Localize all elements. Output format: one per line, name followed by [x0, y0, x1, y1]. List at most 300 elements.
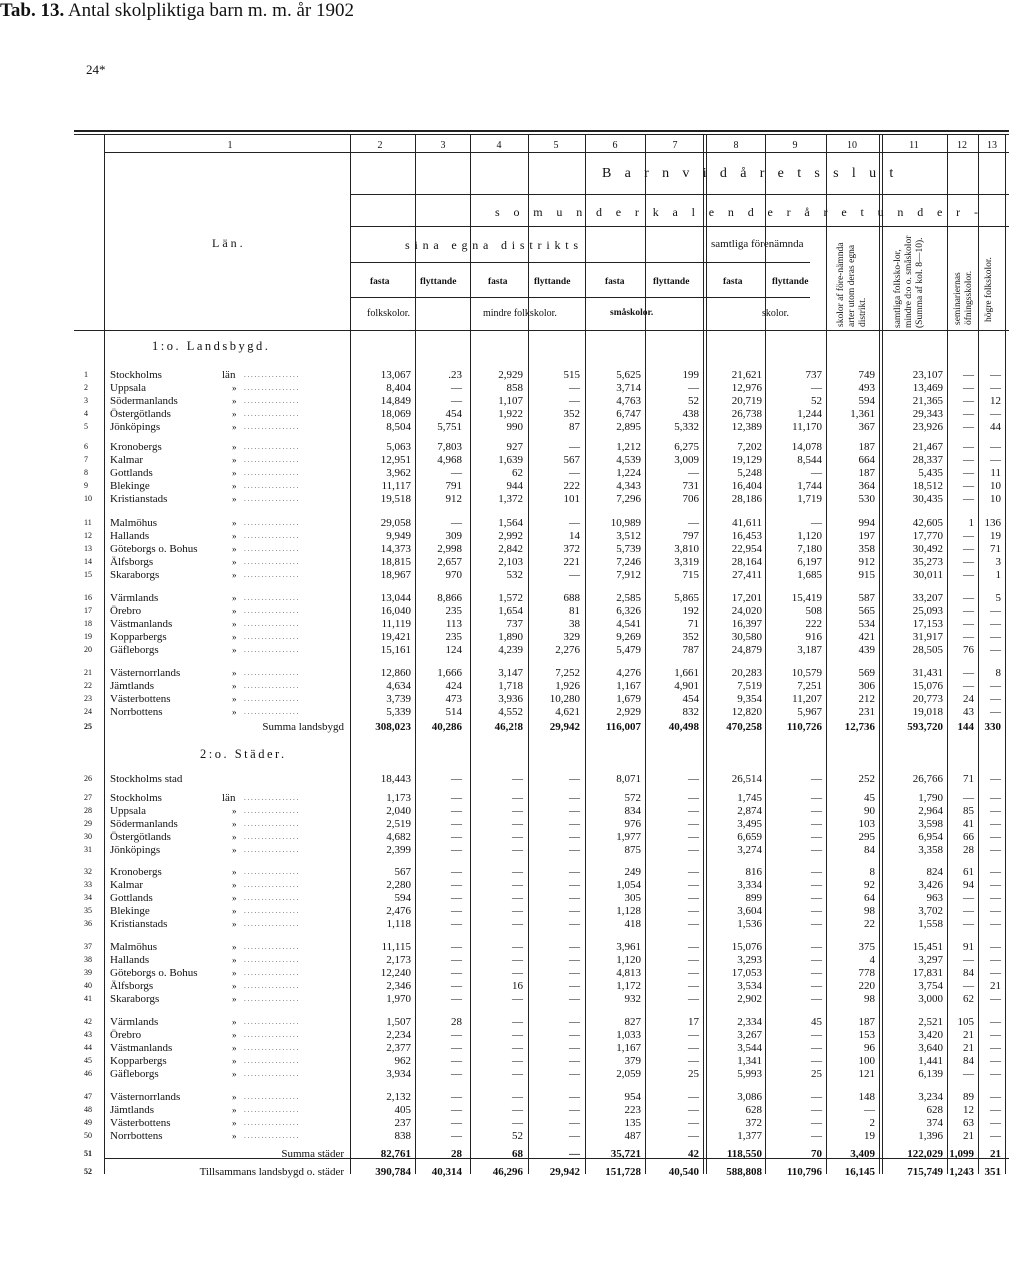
table-cell: 26,514 — [731, 773, 762, 785]
table-cell: 113 — [445, 618, 462, 630]
table-cell: — — [512, 1016, 523, 1028]
table-cell: — — [688, 1042, 699, 1054]
header-skolor: skolor. — [762, 308, 789, 319]
table-cell: — — [990, 1016, 1001, 1028]
table-row — [0, 454, 1024, 466]
table-cell: 21 — [990, 980, 1001, 992]
row-label: Örebro — [110, 605, 142, 617]
row-label: Västerbottens — [110, 693, 171, 705]
table-cell: 390,784 — [375, 1166, 411, 1178]
table-cell: 572 — [624, 792, 641, 804]
table-cell: 1,507 — [386, 1016, 411, 1028]
table-cell: 237 — [394, 1117, 411, 1129]
table-row — [0, 905, 1024, 917]
table-cell: — — [963, 892, 974, 904]
leader-dots: . . . . . . . . . . . . . . . . — [244, 794, 299, 802]
table-cell: — — [963, 954, 974, 966]
row-label: Hallands — [110, 954, 150, 966]
table-cell: — — [688, 1055, 699, 1067]
table-cell: 18,443 — [380, 773, 411, 785]
table-cell: 329 — [563, 631, 580, 643]
table-cell: 29,058 — [380, 517, 411, 529]
table-cell: 16 — [512, 980, 523, 992]
table-cell: 17,770 — [912, 530, 943, 542]
table-cell: 1,118 — [386, 918, 411, 930]
table-cell: 308,023 — [375, 721, 411, 733]
table-cell: 1,977 — [616, 831, 641, 843]
table-cell: 664 — [858, 454, 875, 466]
table-cell: 42,605 — [912, 517, 943, 529]
leader-dots: . . . . . . . . . . . . . . . . — [244, 397, 299, 405]
row-suffix: » — [232, 1017, 237, 1027]
header-mindre-folkskolor: mindre folkskolor. — [483, 308, 557, 319]
table-cell: 44 — [990, 421, 1001, 433]
table-cell: 916 — [805, 631, 822, 643]
table-cell: 62 — [512, 467, 523, 479]
table-cell: 473 — [445, 693, 462, 705]
table-cell: 3,293 — [737, 954, 762, 966]
table-cell: 827 — [624, 1016, 641, 1028]
row-number: 16 — [84, 593, 92, 602]
row-suffix: » — [232, 396, 237, 406]
table-cell: 122,029 — [907, 1148, 943, 1160]
table-cell: — — [963, 556, 974, 568]
header-flyttande: flyttande — [420, 277, 457, 287]
row-label: Gäfleborgs — [110, 644, 159, 656]
row-label: Västernorrlands — [110, 1091, 181, 1103]
row-number: 6 — [84, 442, 88, 451]
table-cell: 21 — [963, 1042, 974, 1054]
table-cell: 2,929 — [616, 706, 641, 718]
table-cell: 352 — [563, 408, 580, 420]
table-cell: — — [963, 408, 974, 420]
table-cell: 25,093 — [912, 605, 943, 617]
row-suffix: » — [232, 645, 237, 655]
table-cell: 6,326 — [616, 605, 641, 617]
table-cell: — — [688, 1130, 699, 1142]
table-cell: 17,831 — [912, 967, 943, 979]
table-cell: — — [451, 831, 462, 843]
row-number: 42 — [84, 1017, 92, 1026]
table-cell: 2,998 — [437, 543, 462, 555]
table-cell: 1,744 — [797, 480, 822, 492]
table-cell: — — [990, 818, 1001, 830]
row-number: 33 — [84, 880, 92, 889]
table-cell: 1,719 — [797, 493, 822, 505]
table-cell: 6,139 — [918, 1068, 943, 1080]
row-number: 20 — [84, 645, 92, 654]
table-cell: 715,749 — [907, 1166, 943, 1178]
table-row — [0, 831, 1024, 843]
table-cell: 46,296 — [492, 1166, 523, 1178]
table-cell: 3,274 — [737, 844, 762, 856]
table-cell: 2,399 — [386, 844, 411, 856]
table-cell: — — [451, 980, 462, 992]
table-cell: 40,314 — [431, 1166, 462, 1178]
table-cell: — — [451, 1117, 462, 1129]
table-cell: — — [811, 892, 822, 904]
table-cell: 1,536 — [737, 918, 762, 930]
table-row — [0, 421, 1024, 433]
table-cell: 7,202 — [737, 441, 762, 453]
table-cell: 7,180 — [797, 543, 822, 555]
table-cell: 4,276 — [616, 667, 641, 679]
table-cell: 90 — [864, 805, 875, 817]
table-cell: 532 — [506, 569, 523, 581]
table-cell: — — [688, 517, 699, 529]
table-cell: 1,685 — [797, 569, 822, 581]
table-cell: 1,212 — [616, 441, 641, 453]
row-suffix: » — [232, 1092, 237, 1102]
table-cell: 932 — [624, 993, 641, 1005]
table-cell: 3,009 — [674, 454, 699, 466]
table-cell: 7,296 — [616, 493, 641, 505]
table-cell: 2,234 — [386, 1029, 411, 1041]
table-cell: 875 — [624, 844, 641, 856]
table-cell: — — [811, 941, 822, 953]
table-cell: 81 — [569, 605, 580, 617]
table-cell: 514 — [445, 706, 462, 718]
table-row — [0, 773, 1024, 785]
row-number: 36 — [84, 919, 92, 928]
table-cell: 21,621 — [731, 369, 762, 381]
leader-dots: . . . . . . . . . . . . . . . . — [244, 1093, 299, 1101]
col-number: 7 — [672, 140, 678, 151]
table-cell: 9,269 — [616, 631, 641, 643]
col-number: 11 — [909, 140, 919, 151]
table-cell: 1,033 — [616, 1029, 641, 1041]
table-cell: 1 — [968, 517, 974, 529]
table-cell: 438 — [682, 408, 699, 420]
leader-dots: . . . . . . . . . . . . . . . . — [244, 669, 299, 677]
table-cell: 31,431 — [912, 667, 943, 679]
table-cell: 1,120 — [797, 530, 822, 542]
table-cell: 249 — [624, 866, 641, 878]
table-cell: 12,976 — [731, 382, 762, 394]
table-cell: 3,961 — [616, 941, 641, 953]
table-cell: — — [990, 844, 1001, 856]
leader-dots: . . . . . . . . . . . . . . . . — [244, 833, 299, 841]
table-cell: — — [990, 441, 1001, 453]
table-cell: 567 — [394, 866, 411, 878]
table-cell: 1,745 — [737, 792, 762, 804]
table-cell: 71 — [963, 773, 974, 785]
table-cell: — — [688, 818, 699, 830]
row-suffix: » — [232, 942, 237, 952]
table-cell: 192 — [682, 605, 699, 617]
table-cell: 379 — [624, 1055, 641, 1067]
table-cell: — — [963, 792, 974, 804]
table-cell: 40,540 — [668, 1166, 699, 1178]
table-cell: — — [569, 879, 580, 891]
leader-dots: . . . . . . . . . . . . . . . . — [244, 384, 299, 392]
row-number: 4 — [84, 409, 88, 418]
row-number: 7 — [84, 455, 88, 464]
row-suffix: » — [232, 994, 237, 1004]
row-number: 25 — [84, 722, 92, 731]
row-number: 9 — [84, 481, 88, 490]
leader-dots: . . . . . . . . . . . . . . . . — [244, 495, 299, 503]
table-cell: — — [963, 493, 974, 505]
table-row — [0, 618, 1024, 630]
row-suffix: » — [232, 806, 237, 816]
leader-dots: . . . . . . . . . . . . . . . . — [244, 1119, 299, 1127]
table-cell: 824 — [926, 866, 943, 878]
table-cell: — — [963, 441, 974, 453]
table-cell: 418 — [624, 918, 641, 930]
leader-dots: . . . . . . . . . . . . . . . . — [244, 969, 299, 977]
table-cell: — — [569, 1091, 580, 1103]
table-cell: 970 — [445, 569, 462, 581]
table-cell: 16,397 — [731, 618, 762, 630]
table-cell: 29,343 — [912, 408, 943, 420]
header-col13: högre folkskolor. — [984, 257, 994, 322]
row-label: Kronobergs — [110, 441, 162, 453]
row-suffix: » — [232, 494, 237, 504]
leader-dots: . . . . . . . . . . . . . . . . — [244, 1044, 299, 1052]
table-cell: 30,011 — [913, 569, 943, 581]
table-cell: — — [569, 918, 580, 930]
row-suffix: » — [232, 544, 237, 554]
table-cell: 212 — [858, 693, 875, 705]
row-suffix: » — [232, 981, 237, 991]
table-cell: 2,040 — [386, 805, 411, 817]
table-cell: 25 — [688, 1068, 699, 1080]
table-cell: 28 — [451, 1148, 462, 1160]
table-cell: 14,373 — [380, 543, 411, 555]
table-cell: — — [569, 395, 580, 407]
row-number: 22 — [84, 681, 92, 690]
table-cell: 116,007 — [605, 721, 641, 733]
table-cell: 2,992 — [498, 530, 523, 542]
table-cell: — — [569, 569, 580, 581]
table-cell: 915 — [858, 569, 875, 581]
table-cell: 963 — [926, 892, 943, 904]
table-cell: 41,611 — [732, 517, 762, 529]
table-cell: — — [569, 382, 580, 394]
row-suffix: » — [232, 955, 237, 965]
table-cell: 1,661 — [674, 667, 699, 679]
table-cell: — — [451, 773, 462, 785]
table-cell: 8,544 — [797, 454, 822, 466]
table-cell: 944 — [506, 480, 523, 492]
leader-dots: . . . . . . . . . . . . . . . . — [244, 894, 299, 902]
table-cell: 220 — [858, 980, 875, 992]
table-cell: — — [990, 680, 1001, 692]
table-cell: 96 — [864, 1042, 875, 1054]
table-row — [0, 721, 1024, 733]
table-cell: — — [569, 773, 580, 785]
table-cell: 4,552 — [498, 706, 523, 718]
colnum-rule — [104, 152, 1009, 153]
row-number: 15 — [84, 570, 92, 579]
table-cell: 424 — [445, 680, 462, 692]
header-col11: samtliga folksko-lor, mindre d:o o. småskolor (Summa af kol. 8—10). — [893, 235, 925, 328]
row-suffix: » — [232, 867, 237, 877]
table-cell: 45 — [864, 792, 875, 804]
table-cell: — — [569, 1117, 580, 1129]
row-suffix: » — [232, 422, 237, 432]
header-folkskolor: folkskolor. — [367, 308, 411, 319]
table-cell: 13,044 — [380, 592, 411, 604]
table-cell: — — [512, 773, 523, 785]
table-cell: 3,267 — [737, 1029, 762, 1041]
table-cell: 19,018 — [912, 706, 943, 718]
table-row — [0, 941, 1024, 953]
table-cell: — — [451, 517, 462, 529]
row-suffix: » — [232, 455, 237, 465]
row-number: 35 — [84, 906, 92, 915]
row-label: Östergötlands — [110, 408, 171, 420]
table-cell: 14 — [569, 530, 580, 542]
table-cell: 530 — [858, 493, 875, 505]
table-cell: — — [688, 805, 699, 817]
row-suffix: » — [232, 518, 237, 528]
table-cell: — — [811, 844, 822, 856]
table-cell: 110,796 — [786, 1166, 822, 1178]
leader-dots: . . . . . . . . . . . . . . . . — [244, 1106, 299, 1114]
table-cell: 994 — [858, 517, 875, 529]
table-cell: 508 — [805, 605, 822, 617]
table-cell: — — [512, 918, 523, 930]
table-cell: 21,365 — [912, 395, 943, 407]
table-cell: 3,234 — [918, 1091, 943, 1103]
table-cell: 5,739 — [616, 543, 641, 555]
leader-dots: . . . . . . . . . . . . . . . . — [244, 519, 299, 527]
table-cell: 737 — [805, 369, 822, 381]
col-number: 4 — [496, 140, 502, 151]
table-cell: — — [963, 480, 974, 492]
table-cell: — — [451, 1068, 462, 1080]
row-suffix: » — [232, 593, 237, 603]
table-cell: — — [811, 792, 822, 804]
table-cell: 1,926 — [555, 680, 580, 692]
table-cell: 4,763 — [616, 395, 641, 407]
table-cell: 29,942 — [549, 1166, 580, 1178]
table-cell: 12,240 — [380, 967, 411, 979]
table-cell: 3,640 — [918, 1042, 943, 1054]
table-cell: 22 — [864, 918, 875, 930]
table-cell: 3,319 — [674, 556, 699, 568]
row-number: 37 — [84, 942, 92, 951]
row-suffix: » — [232, 707, 237, 717]
table-row — [0, 1117, 1024, 1129]
table-cell: — — [811, 993, 822, 1005]
table-cell: 3,000 — [918, 993, 943, 1005]
table-cell: 1,890 — [498, 631, 523, 643]
table-cell: 61 — [963, 866, 974, 878]
table-cell: 94 — [963, 879, 974, 891]
table-cell: — — [963, 467, 974, 479]
table-cell: 235 — [445, 605, 462, 617]
table-cell: — — [990, 605, 1001, 617]
row-number: 8 — [84, 468, 88, 477]
table-cell: — — [990, 454, 1001, 466]
table-cell: — — [512, 866, 523, 878]
table-cell: 1,679 — [616, 693, 641, 705]
table-cell: 70 — [811, 1148, 822, 1160]
table-cell: 4,682 — [386, 831, 411, 843]
table-cell: 28,505 — [912, 644, 943, 656]
table-cell: 593,720 — [907, 721, 943, 733]
table-cell: 11,115 — [381, 941, 411, 953]
row-label: Jönköpings — [110, 421, 161, 433]
table-cell: 832 — [682, 706, 699, 718]
table-cell: 4,343 — [616, 480, 641, 492]
table-cell: 18,967 — [380, 569, 411, 581]
table-cell: 628 — [745, 1104, 762, 1116]
table-cell: 199 — [682, 369, 699, 381]
col-number: 2 — [377, 140, 383, 151]
table-cell: — — [688, 941, 699, 953]
row-label: Östergötlands — [110, 831, 171, 843]
table-cell: 1,172 — [616, 980, 641, 992]
row-suffix: » — [232, 632, 237, 642]
table-cell: 912 — [445, 493, 462, 505]
table-cell: — — [990, 618, 1001, 630]
table-cell: — — [688, 866, 699, 878]
table-cell: 364 — [858, 480, 875, 492]
row-suffix: » — [232, 819, 237, 829]
table-cell: — — [569, 805, 580, 817]
table-cell: 12 — [990, 395, 1001, 407]
table-cell: 3,495 — [737, 818, 762, 830]
table-cell: 43 — [963, 706, 974, 718]
table-cell: 231 — [858, 706, 875, 718]
leader-dots: . . . . . . . . . . . . . . . . — [244, 881, 299, 889]
table-cell: 405 — [394, 1104, 411, 1116]
table-cell: .23 — [448, 369, 462, 381]
table-cell: — — [688, 1117, 699, 1129]
table-cell: — — [569, 1055, 580, 1067]
table-row — [0, 1104, 1024, 1116]
table-cell: — — [688, 918, 699, 930]
table-cell: — — [811, 1029, 822, 1041]
table-cell: — — [569, 1029, 580, 1041]
table-cell: 3,739 — [386, 693, 411, 705]
table-cell: 11 — [990, 467, 1001, 479]
table-cell: 23,107 — [912, 369, 943, 381]
leader-dots: . . . . . . . . . . . . . . . . — [244, 607, 299, 615]
row-number: 46 — [84, 1069, 92, 1078]
table-cell: 454 — [445, 408, 462, 420]
table-cell: — — [990, 693, 1001, 705]
row-label: Blekinge — [110, 905, 150, 917]
row-number: 30 — [84, 832, 92, 841]
row-suffix: län — [222, 369, 236, 381]
table-cell: — — [811, 1130, 822, 1142]
table-cell: — — [512, 792, 523, 804]
table-cell: — — [512, 1104, 523, 1116]
table-cell: — — [990, 1029, 1001, 1041]
table-cell: — — [864, 1104, 875, 1116]
row-label: Värmlands — [110, 592, 159, 604]
row-label: Norrbottens — [110, 706, 163, 718]
table-cell: — — [990, 805, 1001, 817]
sina-rule — [350, 262, 810, 263]
table-cell: — — [811, 918, 822, 930]
table-cell: 4,901 — [674, 680, 699, 692]
table-row — [0, 467, 1024, 479]
table-cell: 17 — [688, 1016, 699, 1028]
table-row — [0, 1042, 1024, 1054]
table-cell: 10 — [990, 480, 1001, 492]
row-label: Västmanlands — [110, 618, 173, 630]
table-cell: 35,273 — [912, 556, 943, 568]
table-cell: — — [569, 941, 580, 953]
table-cell: 91 — [963, 941, 974, 953]
header-flyttande: flyttande — [534, 277, 571, 287]
